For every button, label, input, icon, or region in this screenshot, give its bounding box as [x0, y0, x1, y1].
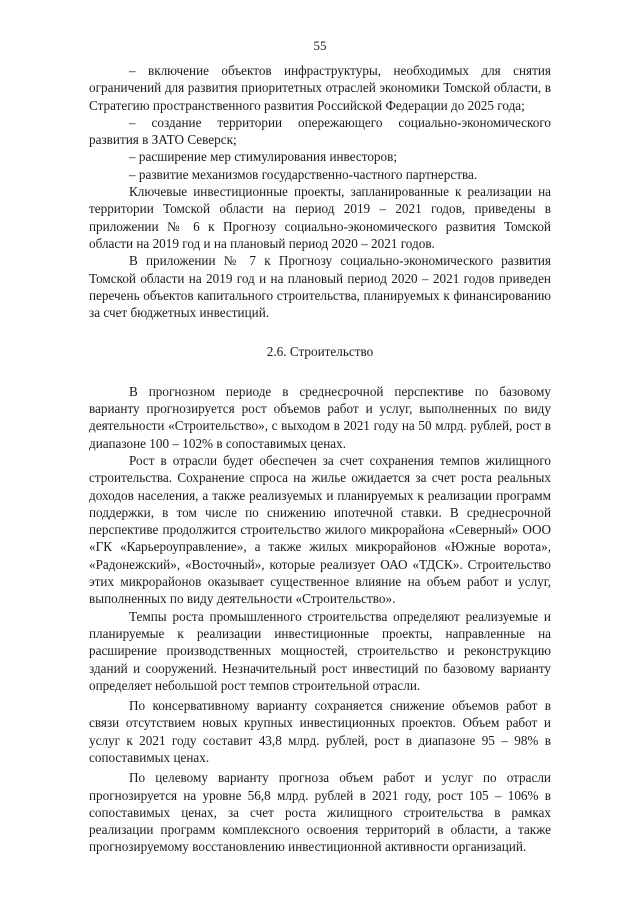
paragraph: По консервативному варианту сохраняется снижение объемов работ в связи отсутствием новых крупных инвестиционных проектов. Объем работ и услуг к 2021 году составит 43,8 млрд. рублей, рост в диапазоне 95 – 98% в сопоставимых ценах.: [89, 698, 551, 765]
list-item: – развитие механизмов государственно-частного партнерства.: [129, 166, 478, 182]
list-item: – создание территории опережающего социально-экономического развития в ЗАТО Северск;: [89, 114, 551, 148]
paragraph: Рост в отрасли будет обеспечен за счет сохранения темпов жилищного строительства. Сохранение спроса на жилье ожидается за счет роста реальных доходов населения, а также реализуемых и планируемых к реализации программ поддержки, в том числе по снижению ипотечной ставки. В среднесрочной перспективе продолжится строительство жилого микрорайона «Северный» ООО «ГК «Карьероуправление», а также жилых микрорайонов «Южные ворота», «Радонежский», «Восточный», которые реализует ОАО «ТДСК». Строительство этих микрорайонов оказывает существенное влияние на объем работ и услуг, выполненных по виду деятельности «Строительство».: [89, 452, 551, 607]
paragraph: По целевому варианту прогноза объем работ и услуг по отрасли прогнозируется на уровне 56,8 млрд. рублей в 2021 году, рост 105 – 106% в сопоставимых ценах, за счет роста жилищного строительства в рамках реализации программ комплексного освоения территорий в области, а также прогнозируемому восстановлению инвестиционной активности организаций.: [89, 770, 551, 855]
paragraph: Темпы роста промышленного строительства определяют реализуемые и планируемые к реализации инвестиционные проекты, направленные на расширение производственных мощностей, строительство и реконструкцию зданий и сооружений. Незначительный рост инвестиций по базовому варианту определяет небольшой рост темпов строительной отрасли.: [89, 608, 551, 693]
list-item: – включение объектов инфраструктуры, необходимых для снятия ограничений для развития приоритетных отраслей экономики Томской области, в Стратегию пространственного развития Российской Федерации до 2025 года;: [89, 63, 551, 113]
document-body: [89, 62, 551, 856]
section-heading: 2.6. Строительство: [266, 344, 374, 360]
list-item: – расширение мер стимулирования инвесторов;: [129, 149, 398, 165]
paragraph: Ключевые инвестиционные проекты, запланированные к реализации на территории Томской области на период 2019 – 2021 годов, приведены в приложении № 6 к Прогнозу социально-экономического развития Томской области на 2019 год и на плановый период 2020 – 2021 годов.: [89, 184, 551, 251]
page-number: 55: [313, 38, 327, 53]
paragraph: В приложении № 7 к Прогнозу социально-экономического развития Томской области на 2019 год и на плановый период 2020 – 2021 годов приведен перечень объектов капитального строительства, планируемых к финансированию за счет бюджетных инвестиций.: [89, 253, 551, 321]
paragraph: В прогнозном периоде в среднесрочной перспективе по базовому варианту прогнозируется рост объемов работ и услуг, выполненных по виду деятельности «Строительство», с выходом в 2021 году на 50 млрд. рублей, рост в диапазоне 100 – 102% в сопоставимых ценах.: [89, 383, 551, 451]
